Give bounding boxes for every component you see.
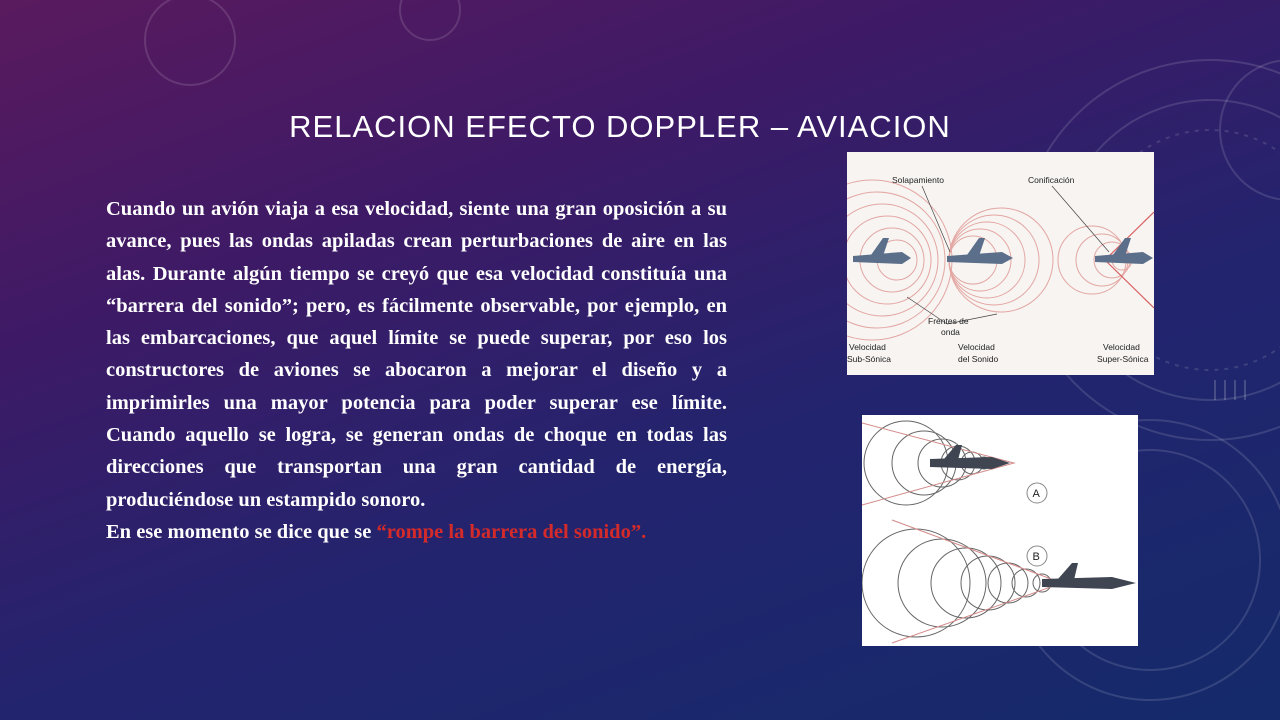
body-text xyxy=(106,193,727,548)
label-b: B xyxy=(1032,551,1040,563)
slide-title: RELACION EFECTO DOPPLER – AVIACION xyxy=(289,108,951,144)
paragraph-break-barrier xyxy=(106,516,727,548)
highlight-phrase: “rompe la barrera del sonido”. xyxy=(376,520,647,543)
paragraph-prefix: En ese momento se dice que se xyxy=(106,520,377,543)
paragraph-sound-barrier: Cuando un avión viaja a esa velocidad, siente una gran oposición a su avance, pues las ondas apiladas crean perturbaciones de aire en las alas. Durante algún tiempo se creyó que esa velocidad constituía una “barrera del sonido”; pero, es fácilmente observable, por ejemplo, en las embarcaciones, que aquel límite se puede superar, por eso los constructores de aviones se abocaron a mejorar el diseño y a imprimirles una mayor potencia para poder superar ese límite. Cuando aquello se logra, se generan ondas de choque en todas las direcciones que transportan una gran cantidad de energía, produciéndose un estampido sonoro. xyxy=(106,198,727,511)
label-speed-sonic-b: del Sonido xyxy=(958,354,999,364)
label-cone: Conificación xyxy=(1028,175,1075,185)
label-speed-supersonic-a: Velocidad xyxy=(1103,342,1140,352)
label-overlap: Solapamiento xyxy=(892,175,944,185)
label-speed-sonic-a: Velocidad xyxy=(958,342,995,352)
label-speed-subsonic-a: Velocidad xyxy=(849,342,886,352)
shock-wave-diagram xyxy=(862,415,1138,646)
label-a: A xyxy=(1032,488,1040,500)
label-fronts-line1: Frentes de xyxy=(928,316,969,326)
doppler-wavefront-diagram xyxy=(847,152,1154,375)
label-speed-supersonic-b: Super-Sónica xyxy=(1097,354,1149,364)
label-speed-subsonic-b: Sub-Sónica xyxy=(847,354,891,364)
label-fronts-line2: onda xyxy=(941,327,960,337)
